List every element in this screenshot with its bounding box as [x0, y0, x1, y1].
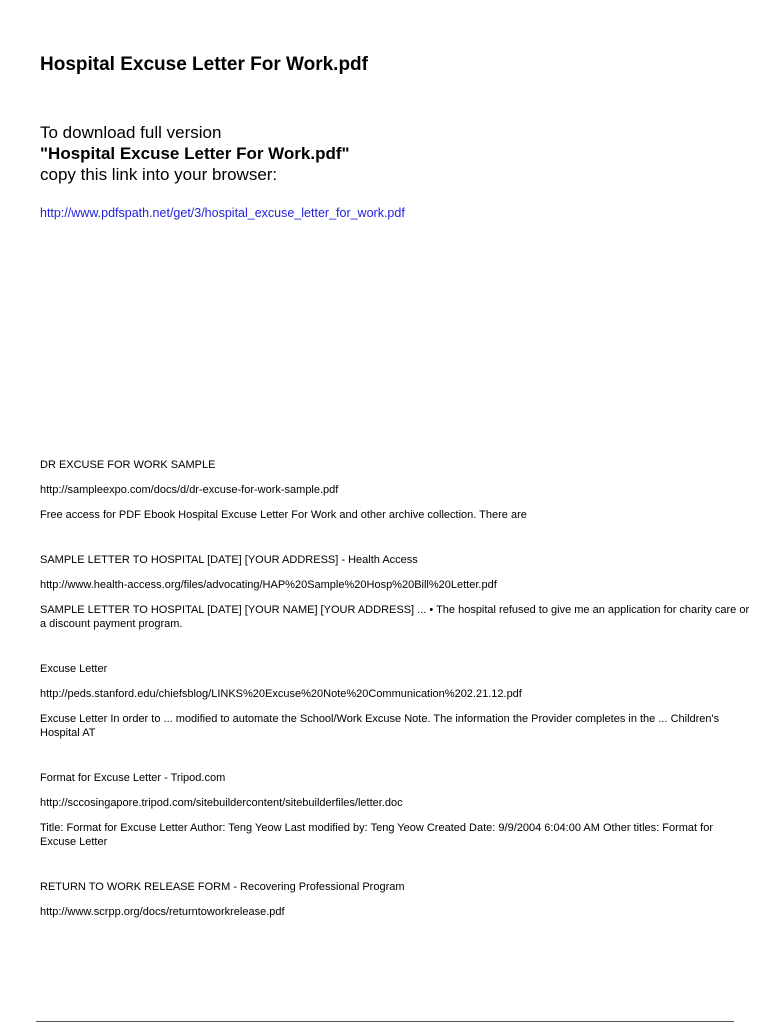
result-title: Excuse Letter — [40, 663, 108, 675]
result-title: SAMPLE LETTER TO HOSPITAL [DATE] [YOUR ADDRESS] - Health Access — [40, 554, 418, 566]
result-url: http://sccosingapore.tripod.com/sitebuildercontent/sitebuilderfiles/letter.doc — [40, 797, 403, 809]
footer-divider — [36, 1021, 734, 1022]
result-description: Excuse Letter In order to ... modified to automate the School/Work Excuse Note. The information the Provider completes in the ... Children's Hospital AT — [40, 713, 720, 739]
results-list — [40, 458, 750, 950]
result-item — [40, 771, 750, 849]
result-description: Free access for PDF Ebook Hospital Excuse Letter For Work and other archive collection. There are — [40, 509, 527, 521]
intro-line-3: copy this link into your browser: — [40, 165, 278, 184]
result-item — [40, 880, 750, 919]
result-url: http://www.health-access.org/files/advocating/HAP%20Sample%20Hosp%20Bill%20Letter.pdf — [40, 579, 497, 591]
result-description: SAMPLE LETTER TO HOSPITAL [DATE] [YOUR NAME] [YOUR ADDRESS] ... • The hospital refused to give me an application for charity care or a discount payment program. — [40, 604, 750, 630]
result-url: http://sampleexpo.com/docs/d/dr-excuse-for-work-sample.pdf — [40, 484, 339, 496]
page-title: Hospital Excuse Letter For Work.pdf — [40, 54, 368, 75]
result-title: RETURN TO WORK RELEASE FORM - Recovering Professional Program — [40, 881, 405, 893]
result-item — [40, 458, 750, 522]
result-item — [40, 662, 750, 740]
result-description: Title: Format for Excuse Letter Author: Teng Yeow Last modified by: Teng Yeow Created Date: 9/9/2004 6:04:00 AM Other titles: Format for Excuse Letter — [40, 822, 714, 848]
download-link[interactable]: http://www.pdfspath.net/get/3/hospital_excuse_letter_for_work.pdf — [40, 206, 405, 220]
intro-line-1: To download full version — [40, 123, 222, 142]
result-title: Format for Excuse Letter - Tripod.com — [40, 772, 226, 784]
result-url: http://peds.stanford.edu/chiefsblog/LINKS%20Excuse%20Note%20Communication%202.21.12.pdf — [40, 688, 522, 700]
intro-file-name: "Hospital Excuse Letter For Work.pdf" — [40, 144, 350, 163]
result-url: http://www.scrpp.org/docs/returntoworkrelease.pdf — [40, 906, 285, 918]
result-title: DR EXCUSE FOR WORK SAMPLE — [40, 459, 216, 471]
result-item — [40, 553, 750, 631]
download-intro — [40, 122, 350, 185]
